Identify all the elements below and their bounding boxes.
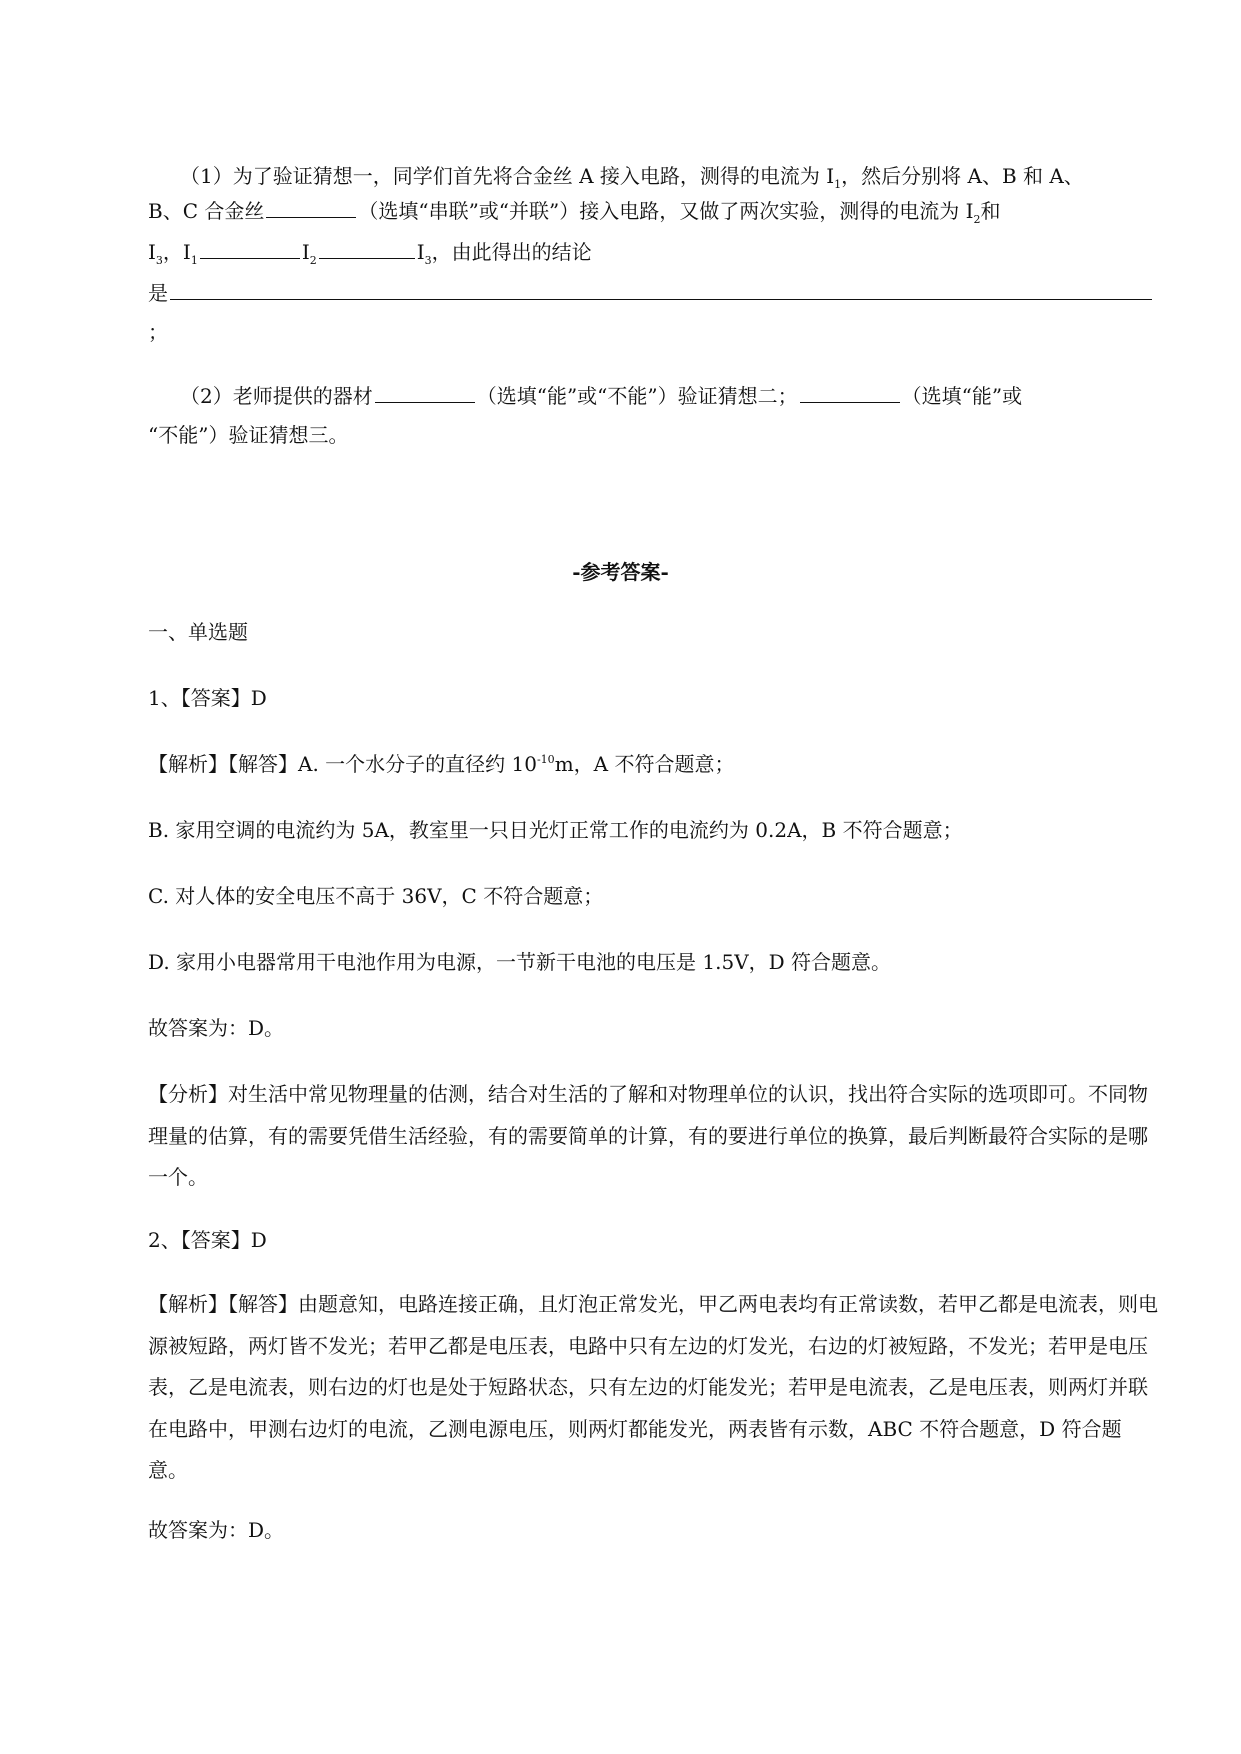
q1-analysis2: 【分析】对生活中常见物理量的估测，结合对生活的了解和对物理单位的认识，找出符合实际的选项即可。不同物理量的估算，有的需要凭借生活经验，有的需要简单的计算，有的要进行单位的换算，最后判断最符合实际的是哪一个。 [148, 1082, 1148, 1189]
q1-option-c: C. 对人体的安全电压不高于 36V，C 不符合题意； [148, 884, 604, 908]
section-title: 一、单选题 [148, 620, 248, 644]
q-part1-line3: $I_3$，$I_1$ $I_2$ $I_3$，由此得出的结论 [148, 240, 592, 267]
q-part2-line2: “不能”）验证猜想三。 [148, 423, 349, 447]
answer-blank[interactable] [375, 401, 475, 403]
q1-option-d: D. 家用小电器常用干电池作用为电源，一节新干电池的电压是 1.5V，D 符合题意。 [148, 950, 892, 974]
conclusion-blank[interactable] [170, 298, 1152, 300]
answer-blank[interactable] [319, 257, 415, 259]
q-part1-line4: 是 [148, 281, 1154, 305]
answer-blank[interactable] [266, 216, 356, 218]
q-part1-line1: （1）为了验证猜想一，同学们首先将合金丝 A 接入电路，测得的电流为 $I_1$，然后分别将 A、B 和 A、 [180, 164, 1084, 191]
q-part1-line2: B、C 合金丝 （选填“串联”或“并联”）接入电路，又做了两次实验，测得的电流为 $I_2$和 [148, 199, 1001, 226]
q2-conclusion: 故答案为：D。 [148, 1518, 285, 1542]
answer-blank[interactable] [800, 401, 900, 403]
q-part1-line5: ； [148, 320, 168, 344]
answer-blank[interactable] [200, 257, 300, 259]
q1-answer-head: 1、【答案】D [148, 686, 267, 710]
answer-title: -参考答案- [572, 560, 669, 584]
q1-option-b: B. 家用空调的电流约为 5A，教室里一只日光灯正常工作的电流约为 0.2A，B 不符合题意； [148, 818, 963, 842]
q-part2-line1: （2）老师提供的器材 （选填“能”或“不能”）验证猜想二； （选填“能”或 [180, 384, 1023, 408]
q1-conclusion: 故答案为：D。 [148, 1016, 285, 1040]
q2-answer-head: 2、【答案】D [148, 1228, 267, 1252]
q1-analysis: 【解析】【解答】A. 一个水分子的直径约 $10^{-10}m$，A 不符合题意； [148, 752, 735, 776]
q2-analysis: 【解析】【解答】由题意知，电路连接正确，且灯泡正常发光，甲乙两电表均有正常读数，若甲乙都是电流表，则电源被短路，两灯皆不发光；若甲乙都是电压表，电路中只有左边的灯发光，右边的灯被短路，不发光；若甲是电压表，乙是电流表，则右边的灯也是处于短路状态，只有左边的灯能发光；若甲是电流表，乙是电压表，则两灯并联在电路中，甲测右边灯的电流，乙测电源电压，则两灯都能发光，两表皆有示数，ABC 不符合题意，D 符合题意。 [148, 1292, 1158, 1482]
